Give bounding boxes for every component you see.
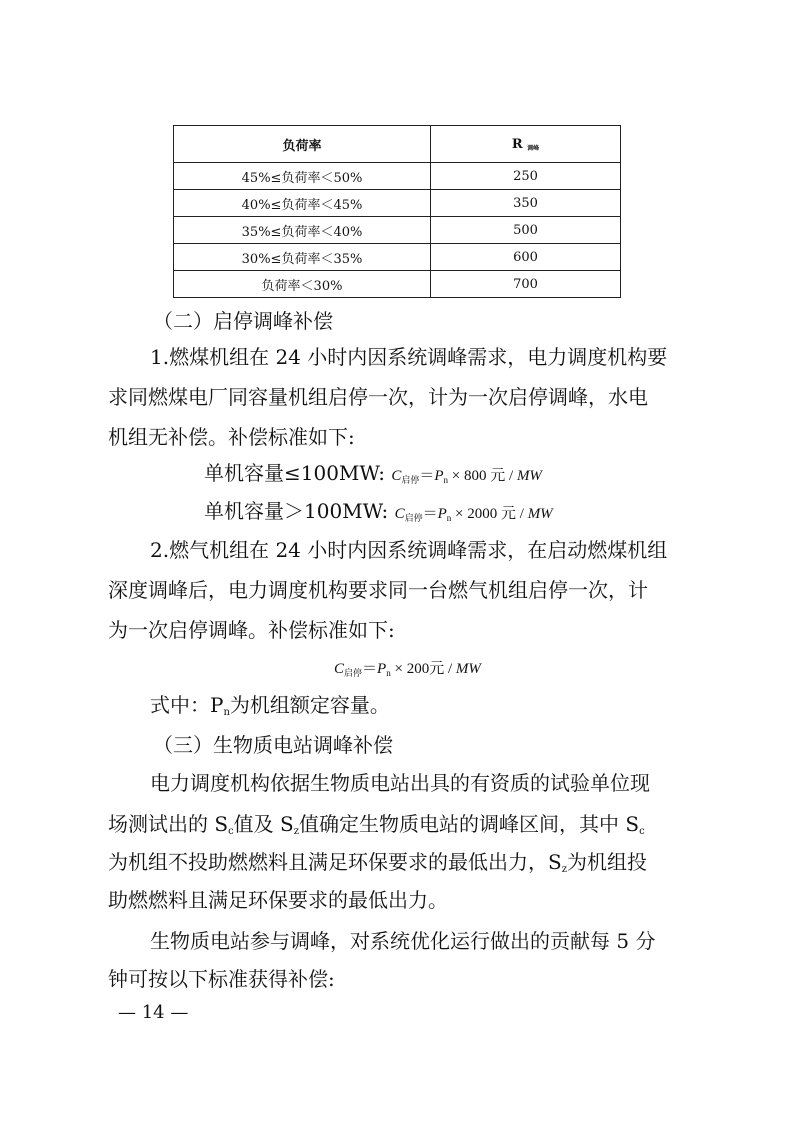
section3-heading: （三）生物质电站调峰补偿 [153,733,393,757]
section3-para2-line2: 钟可按以下标准获得补偿: [108,967,335,991]
table-cell-value: 600 [431,244,621,271]
table-cell-value: 250 [431,163,621,190]
table-row [174,190,621,217]
section3-para1-line1: 电力调度机构依据生物质电站出具的有资质的试验单位现 [150,771,650,795]
table-row [174,271,621,298]
table-cell-value: 350 [431,190,621,217]
table-row [174,217,621,244]
section2-para2-line2: 深度调峰后，电力调度机构要求同一台燃气机组启停一次，计 [108,578,648,602]
section3-para2-line1: 生物质电站参与调峰，对系统优化运行做出的贡献每 5 分 [150,929,656,953]
section2-para1-line2: 求同燃煤电厂同容量机组启停一次，计为一次启停调峰，水电 [108,385,648,409]
table-cell-value: 700 [431,271,621,298]
section3-para1-line3: 为机组不投助燃燃料且满足环保要求的最低出力，$S_z$为机组投 [108,850,647,875]
table-cell-range: 40%≤负荷率＜45% [174,190,431,217]
formula-small-unit: 单机容量≤100MW: $C_{启停}=P_n \times 800$ 元 / MW [204,461,542,485]
table-cell-range: 30%≤负荷率＜35% [174,244,431,271]
header-r-peak: R 调峰 [431,126,621,163]
table-cell-range: 负荷率＜30% [174,271,431,298]
formula-large-unit: 单机容量＞100MW: $C_{启停}=P_n \times 2000$ 元 / MW [204,499,553,523]
section2-para2-line1: 2.燃气机组在 24 小时内因系统调峰需求，在启动燃煤机组 [150,538,668,562]
section3-para1-line2: 场测试出的 $S_c$值及 $S_z$值确定生物质电站的调峰区间，其中 $S_c$ [108,812,645,837]
table-row [174,244,621,271]
section2-para2-line3: 为一次启停调峰。补偿标准如下: [108,618,395,642]
table-cell-value: 500 [431,217,621,244]
header-load-rate: 负荷率 [174,126,431,163]
table-cell-range: 45%≤负荷率＜50% [174,163,431,190]
section2-para1-line3: 机组无补偿。补偿标准如下: [108,425,355,449]
table-header-row [174,126,621,163]
table-row [174,163,621,190]
load-rate-table [173,125,621,298]
section2-para1-line1: 1.燃煤机组在 24 小时内因系统调峰需求，电力调度机构要 [150,345,668,369]
section2-heading: （二）启停调峰补偿 [153,309,333,333]
page-number: — 14 — [118,1002,189,1023]
section3-para1-line4: 助燃燃料且满足环保要求的最低出力。 [108,888,448,912]
table-cell-range: 35%≤负荷率＜40% [174,217,431,244]
formula-note: 式中：$P_n$为机组额定容量。 [150,693,390,718]
formula-gas-unit: $C_{启停}=P_n \times 200$元 / MW [334,661,481,678]
